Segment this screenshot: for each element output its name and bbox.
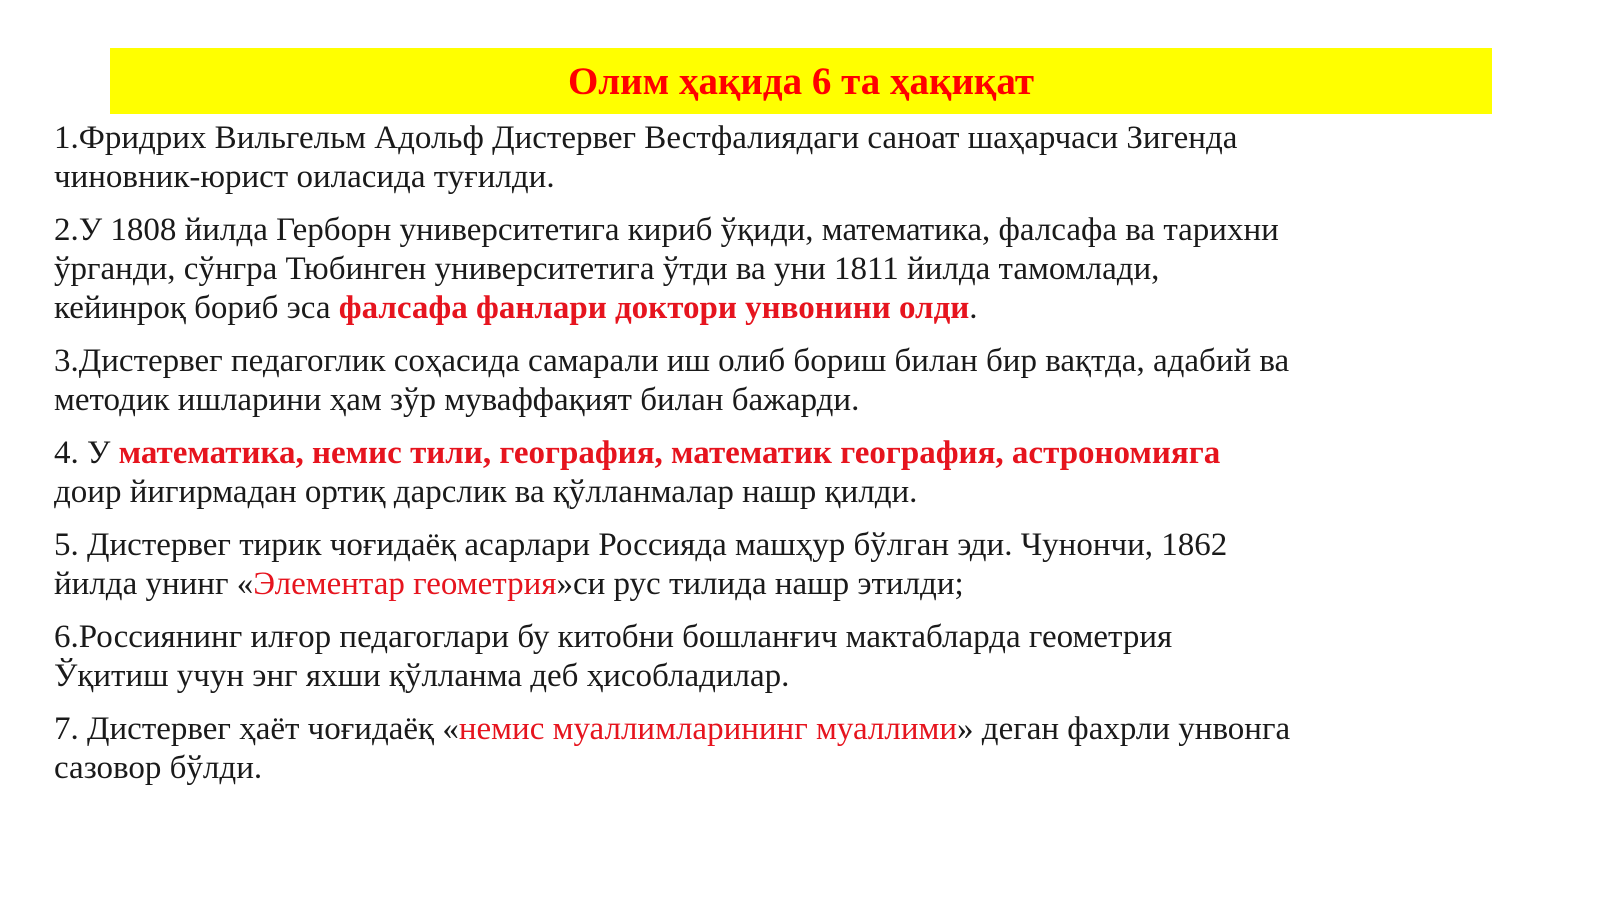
fact-2-line-3 xyxy=(54,289,1564,328)
fact-2-line-2: ўрганди, сўнгра Тюбинген университетига ўтди ва уни 1811 йилда тамомлади, xyxy=(54,251,1160,287)
fact-5-text-before: йилда унинг « xyxy=(54,566,254,602)
fact-4-line-2: доир йигирмадан ортиқ дарслик ва қўлланмалар нашр қилди. xyxy=(54,474,918,510)
fact-2-text-after: . xyxy=(969,290,978,326)
fact-4 xyxy=(54,434,1564,512)
fact-1-line-2: чиновник-юрист оиласида туғилди. xyxy=(54,159,555,195)
fact-5-line-2 xyxy=(54,565,1564,604)
fact-2 xyxy=(54,211,1564,328)
fact-6-line-2: Ўқитиш учун энг яхши қўлланма деб ҳисобладилар. xyxy=(54,658,790,694)
facts-list xyxy=(54,119,1564,802)
fact-3 xyxy=(54,342,1564,420)
fact-3-line-2: методик ишларини ҳам зўр муваффақият билан бажарди. xyxy=(54,382,860,418)
fact-2-highlight: фалсафа фанлари доктори унвонини олди xyxy=(338,290,970,326)
fact-1-line-1: 1.Фридрих Вильгельм Адольф Дистервег Вестфалиядаги саноат шаҳарчаси Зигенда xyxy=(54,120,1238,156)
fact-7-text-before: 7. Дистервег ҳаёт чоғидаёқ « xyxy=(54,711,459,747)
fact-6-line-1: 6.Россиянинг илғор педагоглари бу китобни бошланғич мактабларда геометрия xyxy=(54,619,1173,655)
fact-2-line-1: 2.У 1808 йилда Герборн университетига кириб ўқиди, математика, фалсафа ва тарихни xyxy=(54,212,1279,248)
fact-7-line-2: сазовор бўлди. xyxy=(54,750,263,786)
fact-4-text-before: 4. У xyxy=(54,435,119,471)
fact-7-line-1 xyxy=(54,710,1564,749)
fact-3-line-1: 3.Дистервег педагоглик соҳасида самарали иш олиб бориш билан бир вақтда, адабий ва xyxy=(54,343,1290,379)
fact-5-highlight: Элементар геометрия xyxy=(253,566,557,602)
fact-5-line-1: 5. Дистервег тирик чоғидаёқ асарлари Россияда машҳур бўлган эди. Чунончи, 1862 xyxy=(54,527,1228,563)
fact-4-line-1 xyxy=(54,434,1564,473)
title-banner xyxy=(110,48,1492,114)
slide-title: Олим ҳақида 6 та ҳақиқат xyxy=(567,59,1035,103)
fact-5-text-after: »си рус тилида нашр этилди; xyxy=(556,566,964,602)
fact-2-text-before: кейинроқ бориб эса xyxy=(54,290,339,326)
fact-5 xyxy=(54,526,1564,604)
fact-7-highlight: немис муаллимларининг муаллими xyxy=(458,711,958,747)
fact-7-text-after: » деган фахрли унвонга xyxy=(957,711,1291,747)
fact-4-highlight: математика, немис тили, география, математик география, астрономияга xyxy=(118,435,1221,471)
fact-6 xyxy=(54,618,1564,696)
fact-1 xyxy=(54,119,1564,197)
fact-7 xyxy=(54,710,1564,788)
